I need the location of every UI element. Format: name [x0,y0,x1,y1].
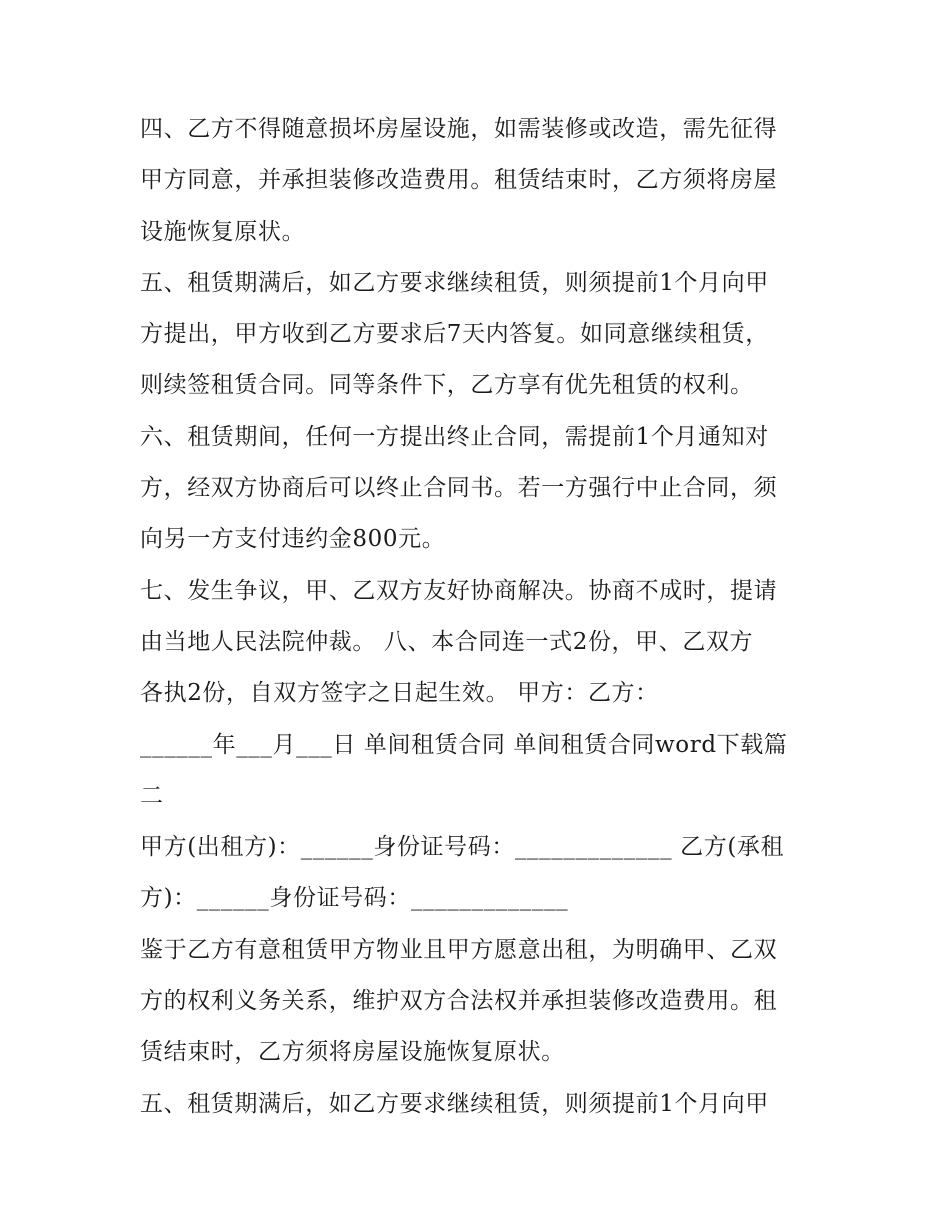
text-line: 赁结束时，乙方须将房屋设施恢复原状。 [140,1039,565,1066]
text-line: 二 [140,782,164,809]
text-line: 七、发生争议，甲、乙双方友好协商解决。协商不成时，提请 [140,577,778,604]
text-line: 向另一方支付违约金800元。 [140,526,446,553]
text-line: 各执2份，自双方签字之日起生效。 甲方：乙方： [140,680,659,707]
document-body [140,104,830,1130]
text-line: 方的权利义务关系，维护双方合法权并承担装修改造费用。租 [140,988,778,1015]
text-line: 方，经双方协商后可以终止合同书。若一方强行中止合同，须 [140,475,778,502]
text-line: 五、租赁期满后，如乙方要求继续租赁，则须提前1个月向甲 [140,269,769,296]
text-line: 五、租赁期满后，如乙方要求继续租赁，则须提前1个月向甲 [140,1090,769,1117]
text-line: ______年___月___日 单间租赁合同 单间租赁合同word下载篇 [140,731,788,758]
text-line: 则续签租赁合同。同等条件下，乙方享有优先租赁的权利。 [140,372,754,399]
text-line: 方提出，甲方收到乙方要求后7天内答复。如同意继续租赁， [140,321,769,348]
text-line: 鉴于乙方有意租赁甲方物业且甲方愿意出租，为明确甲、乙双 [140,936,778,963]
text-line: 甲方同意，并承担装修改造费用。租赁结束时，乙方须将房屋 [140,167,778,194]
text-line: 方)：______身份证号码：_____________ [140,885,569,912]
text-line: 四、乙方不得随意损坏房屋设施，如需装修或改造，需先征得 [140,116,778,142]
text-line: 设施恢复原状。 [140,218,306,245]
text-line: 由当地人民法院仲裁。 八、本合同连一式2份，甲、乙双方 [140,628,754,655]
text-line: 甲方(出租方)：______身份证号码：_____________ 乙方(承租 [140,834,785,861]
text-line: 六、租赁期间，任何一方提出终止合同，需提前1个月通知对 [140,423,769,450]
